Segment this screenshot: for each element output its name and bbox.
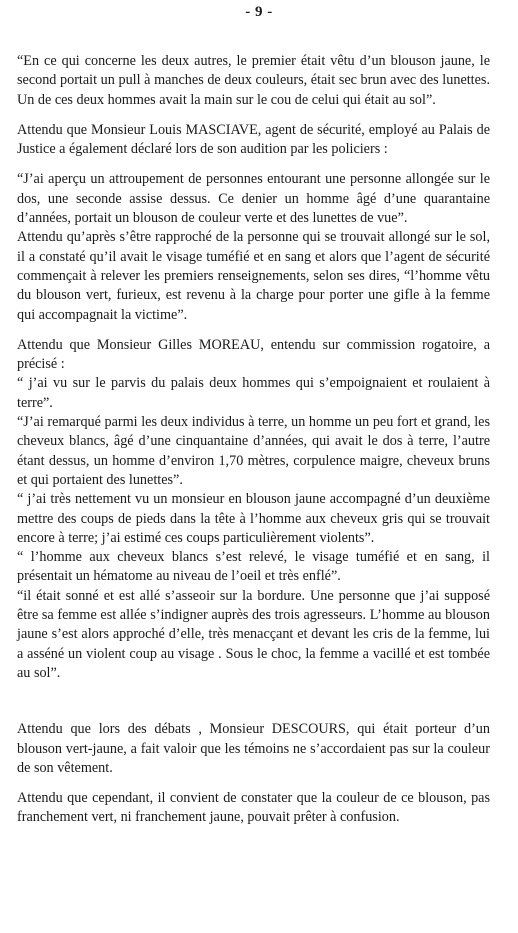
- page-number: - 9 -: [245, 4, 273, 20]
- quote-paragraph: “En ce qui concerne les deux autres, le premier était vêtu d’un blouson jaune, le second portait un pull à manches de deux couleurs, était sec brun avec des lunettes. Un de ces deux hommes avait la main sur le cou de celui qui était au sol”.: [17, 53, 490, 108]
- recital-paragraph: Attendu que cependant, il convient de constater que la couleur de ce blouson, pas franchement vert, ni franchement jaune, pouvait prêter à confusion.: [17, 790, 490, 826]
- recital-paragraph: Attendu que Monsieur Louis MASCIAVE, agent de sécurité, employé au Palais de Justice a également déclaré lors de son audition par les policiers :: [17, 121, 490, 158]
- recital-paragraph: Attendu que lors des débats , Monsieur DESCOURS, qui était porteur d’un blouson vert-jaune, a fait valoir que les témoins ne s’accordaient pas sur la couleur de son vêtement.: [17, 721, 490, 776]
- recital-paragraph: Attendu qu’après s’être rapproché de la personne qui se trouvait allongé sur le sol, il a constaté qu’il avait le visage tuméfié et en sang et alors que l’agent de sécurité commençait à relever les premiers renseignements, selon ses dires, “l’homme vêtu du blouson vert, furieux, est revenu à la charge pour porter une gifle à la femme qui accompagnait la victime”.: [17, 229, 490, 323]
- quote-paragraph: “il était sonné et est allé s’asseoir sur la bordure. Une personne que j’ai supposé être sa femme est allée s’indigner auprès des trois agresseurs. L’homme au blouson jaune s’est alors approché d’elle, très menacçant et devant les cris de la femme, lui a asséné un violent coup au visage . Sous le choc, la femme a vacillé et est tombée au sol”.: [17, 587, 490, 681]
- quote-paragraph: “ l’homme aux cheveux blancs s’est relevé, le visage tuméfié et en sang, il présentait un hématome au niveau de l’oeil et très enflé”.: [17, 549, 490, 585]
- quote-paragraph: “J’ai aperçu un attroupement de personnes entourant une personne allongée sur le dos, une seconde assise dessus. Ce denier un homme âgé d’une quarantaine d’années, portait un blouson de couleur verte et des lunettes de vue”.: [17, 171, 490, 227]
- document-body: [17, 52, 490, 828]
- quote-paragraph: “J’ai remarqué parmi les deux individus à terre, un homme un peu fort et grand, les cheveux blancs, âgé d’une cinquantaine d’années, qui avait le dos à terre, l’autre étant dessus, un homme d’environ 1,70 mètres, corpulence maigre, cheveux bruns et qui portaient des lunettes”.: [17, 414, 490, 488]
- quote-paragraph: “ j’ai très nettement vu un monsieur en blouson jaune accompagné d’un deuxième mettre des coups de pieds dans la tête à l’homme aux cheveux gris qui se trouvait encore à terre; j’ai estimé ces coups particulièrement violents”.: [17, 491, 490, 546]
- quote-paragraph: “ j’ai vu sur le parvis du palais deux hommes qui s’empoignaient et roulaient à terre”.: [17, 375, 490, 411]
- recital-paragraph: Attendu que Monsieur Gilles MOREAU, entendu sur commission rogatoire, a précisé :: [17, 336, 490, 373]
